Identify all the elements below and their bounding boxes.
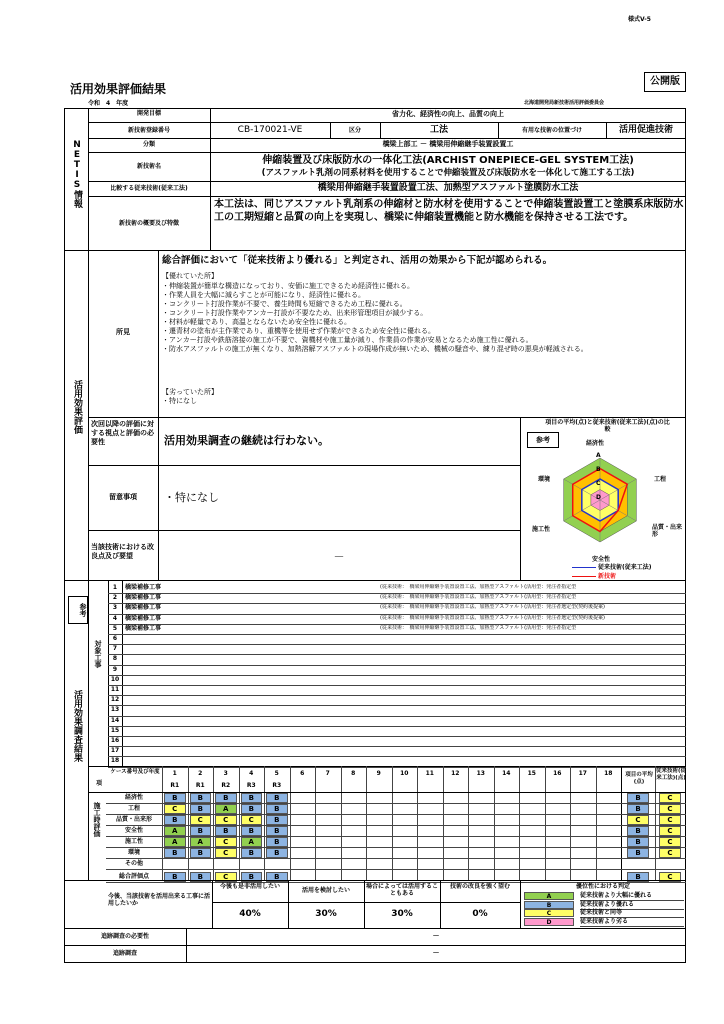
dev-goal-label: 開発目標	[136, 110, 161, 117]
reg-number-value: CB-170021-VE	[237, 125, 303, 135]
radar-axis-label: 工程	[654, 476, 667, 483]
work-row-number: 8	[112, 655, 118, 663]
usage-option-value: 30%	[391, 909, 413, 919]
grade-cell: B	[241, 826, 263, 836]
grade-cell: C	[215, 848, 237, 858]
case-number: 13	[476, 770, 485, 777]
work-row-number: 15	[110, 726, 120, 734]
case-number: 16	[553, 770, 562, 777]
radar-reference-badge: 参考	[527, 432, 559, 448]
case-year: R1	[170, 782, 180, 789]
legend-text: 従来技術より劣る	[580, 918, 684, 927]
grade-cell: B	[241, 793, 263, 803]
next-eval-value: 活用効果調査の継続は行わない。	[164, 434, 329, 447]
strength-item: ・伸縮装置が簡単な構造になっており、安価に施工できるため経済性に優れる。	[162, 282, 414, 290]
work-row-divider	[108, 705, 686, 706]
legend-grade: C	[524, 909, 574, 917]
legend-grade: B	[524, 901, 574, 909]
grade-cell: B	[164, 793, 186, 803]
case-number: 18	[604, 770, 613, 777]
conv-grade-cell: C	[659, 872, 681, 882]
case-number: 15	[527, 770, 536, 777]
evaluation-side-label: 活用効果評価	[72, 380, 82, 434]
construction-eval-label: 施工時評価	[93, 802, 101, 837]
category-label: 区分	[348, 127, 361, 134]
work-row-divider	[108, 716, 686, 717]
grade-cell: B	[241, 872, 263, 882]
score-row-label: 施工性	[124, 838, 143, 845]
grade-cell: B	[266, 804, 288, 814]
position-value: 活用促進技術	[618, 125, 673, 135]
grade-cell: C	[190, 815, 212, 825]
case-year: R2	[221, 782, 231, 789]
work-row-divider	[108, 665, 686, 666]
score-row-label: 安全性	[124, 827, 143, 834]
grade-cell: A	[190, 837, 212, 847]
radar-axis-label: 品質・出来形	[652, 524, 683, 538]
usage-option-label: 場合によっては活用することもある	[366, 883, 439, 897]
case-column-divider	[468, 766, 469, 880]
grade-cell: B	[241, 848, 263, 858]
radar-axis-label: 環境	[538, 476, 551, 483]
work-row-divider	[108, 654, 686, 655]
conv-grade-cell: C	[659, 804, 681, 814]
work-row-number: 13	[110, 706, 120, 714]
avg-grade-cell: C	[627, 815, 649, 825]
follow-up-survey-value: －	[432, 949, 440, 957]
grade-cell: A	[215, 804, 237, 814]
work-row-conventional: (従来技術： 橋梁用伸縮継手装置設置工法、加熱型アスファルト(活用型：発注者選定型(契約後提案)	[380, 604, 606, 611]
grade-cell: B	[266, 837, 288, 847]
case-column-divider	[341, 766, 342, 880]
overview-label: 新技術の概要及び特徴	[118, 220, 179, 227]
radar-grade-label: D	[596, 494, 601, 501]
radar-grade-label: B	[596, 466, 601, 473]
work-row-name: 橋梁補修工事	[125, 624, 162, 632]
grade-cell: A	[241, 837, 263, 847]
legend-grade: D	[524, 918, 574, 926]
tech-name-label: 新技術名	[136, 163, 161, 170]
conv-column-divider	[655, 766, 656, 880]
reg-number-label: 新技術登録番号	[127, 127, 170, 134]
legend-new-line	[572, 576, 596, 577]
work-row-number: 11	[110, 686, 120, 693]
radar-axis-label: 経済性	[586, 440, 605, 447]
strength-item: ・遷青材の塗布が主作業であり、重機等を使用せず作業ができるため安全性に優れる。	[162, 327, 435, 335]
conv-grade-cell: C	[659, 793, 681, 803]
usage-option-value: 40%	[239, 909, 261, 919]
work-row-divider	[108, 756, 686, 757]
grade-cell: A	[164, 837, 186, 847]
work-row-divider	[108, 675, 686, 676]
next-eval-label: 次回以降の評価に対する視点と評価の必要性	[91, 420, 154, 446]
grade-cell: B	[241, 804, 263, 814]
form-number: 様式V-5	[628, 16, 651, 23]
work-row-number: 18	[110, 757, 120, 765]
case-column-divider	[494, 766, 495, 880]
classification-value: 橋梁上部工 － 橋梁用伸縮継手装置設置工	[382, 140, 514, 148]
score-row-label: 総合評価点	[118, 873, 149, 880]
score-row-label: 環境	[127, 849, 140, 856]
strength-item: ・材料が軽量であり、高温とならないため安全性に優れる。	[162, 318, 351, 326]
position-label: 有用な技術の位置づけ	[521, 127, 582, 134]
grade-cell: B	[266, 815, 288, 825]
work-row-number: 17	[110, 747, 120, 755]
target-works-label: 対象工事	[94, 640, 102, 668]
work-row-conventional: (従来技術： 橋梁用伸縮継手装置設置工法、加熱型アスファルト(活用型：発注者指定型	[380, 584, 577, 590]
work-row-divider	[108, 736, 686, 737]
work-row-divider	[108, 644, 686, 645]
work-row-conventional: (従来技術： 橋梁用伸縮継手装置設置工法、加熱型アスファルト(活用型：発注者選定型(契約後提案)	[380, 614, 606, 621]
radar-grade-label: C	[596, 480, 601, 487]
case-column-divider	[545, 766, 546, 880]
superiority-legend-title: 優位性における判定	[575, 883, 630, 890]
usage-option-label: 技術の改良を強く望む	[449, 883, 510, 890]
case-number: 1	[172, 770, 177, 777]
grade-cell: B	[164, 815, 186, 825]
survey-reference-badge: 参考	[68, 596, 88, 624]
case-number: 8	[351, 770, 356, 777]
legend-conventional-label: 従来技術(従来工法)	[598, 564, 652, 571]
tech-name-value: 伸縮装置及び床版防水の一体化工法(ARCHIST ONEPIECE-GEL SYSTEM工法)	[262, 155, 634, 166]
avg-grade-cell: B	[627, 826, 649, 836]
conv-grade-cell: C	[659, 826, 681, 836]
grade-cell: C	[215, 815, 237, 825]
score-row-label: 工程	[127, 805, 140, 812]
work-row-number: 10	[110, 675, 120, 683]
work-row-divider	[108, 685, 686, 686]
radar-title: 項目の平均(点)と従来技術(従来工法)(点)の比較	[545, 419, 670, 433]
strength-item: ・コンクリート打設作業やアンカー打設が不要なため、出来形管理項目が減少する。	[162, 309, 428, 317]
case-number: 7	[325, 770, 330, 777]
conv-grade-cell: C	[659, 837, 681, 847]
improvements-value: －	[333, 550, 345, 563]
case-column-divider	[239, 766, 240, 880]
case-header: ケース番号及び年度	[110, 769, 160, 775]
case-number: 9	[376, 770, 381, 777]
item-header: 項	[95, 780, 102, 787]
work-row-number: 1	[112, 584, 118, 591]
grade-cell: C	[164, 804, 186, 814]
strength-item: ・防水アスファルトの施工が無くなり、加熱溶解アスファルトの現場作成が無いため、機械の騒音や、練り混ぜ時の悪臭が軽減される。	[162, 345, 588, 353]
work-row-number: 4	[112, 614, 118, 622]
work-row-number: 7	[112, 645, 118, 653]
grade-cell: B	[190, 793, 212, 803]
tech-name-subtitle: (アスファルト乳剤の同系材料を使用することで伸縮装置及び床版防水を一体化して施工する工法)	[261, 168, 635, 178]
conventional-tech-value: 橋梁用伸縮継手装置設置工法、加熱型アスファルト塗膜防水工法	[317, 183, 579, 193]
case-number: 12	[451, 770, 460, 777]
case-number: 11	[425, 770, 434, 777]
radar-axis-label: 施工性	[532, 526, 551, 533]
case-column-divider	[290, 766, 291, 880]
conventional-tech-label: 比較する従来技術(従来工法)	[110, 185, 188, 192]
case-column-divider	[443, 766, 444, 880]
avg-grade-cell: B	[627, 872, 649, 882]
legend-text: 従来技術と同等	[580, 909, 684, 918]
case-column-divider	[188, 766, 189, 880]
legend-text: 従来技術より大幅に優れる	[580, 892, 684, 901]
case-number: 17	[578, 770, 587, 777]
grade-cell: B	[266, 826, 288, 836]
strength-item: ・作業人員を大幅に減らすことが可能になり、経済性に優れる。	[162, 291, 365, 299]
case-number: 3	[223, 770, 228, 777]
legend-conventional-line	[572, 567, 596, 568]
work-row-number: 2	[112, 594, 118, 602]
weaknesses-title: 【劣っていた所】	[162, 388, 218, 396]
follow-up-necessity-value: －	[432, 932, 440, 940]
case-year: R3	[272, 782, 282, 789]
case-year: R1	[195, 782, 205, 789]
case-number: 14	[502, 770, 511, 777]
score-row-divider	[106, 869, 686, 870]
public-badge: 公開版	[644, 72, 686, 92]
conv-header: 従来技術(従来工法)(点)	[655, 768, 686, 781]
grade-cell: C	[215, 872, 237, 882]
case-number: 6	[300, 770, 305, 777]
avg-column-divider	[621, 766, 622, 880]
grade-cell: B	[190, 848, 212, 858]
work-row-number: 6	[112, 635, 118, 642]
work-row-divider	[108, 634, 686, 635]
follow-up-necessity-label: 追跡調査の必要性	[100, 933, 149, 940]
case-column-divider	[162, 766, 163, 880]
findings-lead: 総合評価において「従来技術より優れる」と判定され、活用の効果から下記が認められる。	[162, 255, 553, 266]
work-row-number: 5	[112, 624, 118, 632]
notes-value: ・特になし	[164, 491, 219, 504]
case-number: 2	[198, 770, 203, 777]
work-row-conventional: (従来技術： 橋梁用伸縮継手装置設置工法、加熱型アスファルト(活用型：発注者指定型	[380, 594, 577, 601]
strength-item: ・コンクリート打設作業が不要で、養生時間も短縮できるため工程に優れる。	[162, 300, 407, 308]
work-row-name: 橋梁補修工事	[125, 604, 162, 612]
case-column-divider	[264, 766, 265, 880]
work-row-number: 9	[112, 665, 118, 673]
usage-option-label: 活用を検討したい	[301, 887, 350, 894]
work-row-name: 橋梁補修工事	[125, 614, 162, 622]
grade-cell: A	[164, 826, 186, 836]
weakness-item: ・特になし	[162, 397, 197, 405]
grade-cell: B	[164, 872, 186, 882]
category-value: 工法	[429, 125, 448, 135]
case-column-divider	[596, 766, 597, 880]
grade-cell: B	[266, 872, 288, 882]
usage-intent-question: 今後、当該技術を活用出来る工事に活用したいか	[108, 893, 211, 907]
work-row-number: 14	[110, 716, 120, 724]
grade-cell: B	[215, 793, 237, 803]
page-title: 活用効果評価結果	[70, 82, 167, 96]
work-row-divider	[108, 695, 686, 696]
dev-goal-value: 省力化、経済性の向上、品質の向上	[392, 110, 504, 118]
classification-label: 分類	[142, 141, 155, 148]
case-year: R3	[246, 782, 256, 789]
legend-text: 従来技術より優れる	[580, 901, 684, 910]
grade-cell: B	[215, 826, 237, 836]
case-column-divider	[213, 766, 214, 880]
avg-grade-cell: B	[627, 848, 649, 858]
grade-cell: B	[164, 848, 186, 858]
overview-value: 本工法は、同じアスファルト乳剤系の伸縮材と防水材を使用することで伸縮装置設置工と塗膜系床版防水工の工期短縮と品質の向上を実現し、橋梁に伸縮装置機能と防水機能を保持させる工法です。	[214, 199, 684, 223]
avg-grade-cell: B	[627, 837, 649, 847]
committee-name: 北海道開発局新技術活用評価委員会	[524, 100, 605, 106]
work-row-name: 橋梁補修工事	[125, 594, 162, 602]
avg-grade-cell: B	[627, 804, 649, 814]
grade-cell: B	[266, 793, 288, 803]
netis-side-label: NETIS情報	[72, 140, 82, 208]
grade-cell: B	[266, 848, 288, 858]
usage-option-value: 0%	[472, 909, 488, 919]
grade-cell: C	[241, 815, 263, 825]
case-column-divider	[417, 766, 418, 880]
work-row-divider	[108, 726, 686, 727]
legend-new-label: 新技術	[598, 573, 617, 580]
grade-cell: B	[190, 872, 212, 882]
follow-up-survey-label: 追跡調査	[112, 950, 137, 957]
notes-label: 留意事項	[109, 493, 137, 501]
findings-label: 所見	[116, 328, 130, 336]
work-row-name: 橋梁補修工事	[125, 584, 162, 591]
case-column-divider	[392, 766, 393, 880]
improvements-label: 当該技術における改良点及び要望	[91, 543, 154, 560]
avg-header: 項目の平均(点)	[625, 772, 653, 785]
case-number: 5	[274, 770, 279, 777]
work-row-number: 12	[110, 696, 120, 704]
grade-cell: B	[190, 826, 212, 836]
work-row-divider	[108, 746, 686, 747]
score-row-label: その他	[124, 860, 143, 867]
score-row-divider	[106, 858, 686, 859]
case-column-divider	[315, 766, 316, 880]
grade-cell: B	[190, 804, 212, 814]
work-row-number: 16	[110, 737, 120, 744]
case-column-divider	[570, 766, 571, 880]
survey-side-label: 活用効果調査結果	[72, 690, 82, 762]
case-column-divider	[366, 766, 367, 880]
usage-option-label: 今後も是非活用したい	[219, 883, 280, 890]
score-row-label: 経済性	[124, 794, 143, 801]
conv-grade-cell: C	[659, 815, 681, 825]
case-number: 10	[400, 770, 409, 777]
case-number: 4	[249, 770, 254, 777]
fiscal-year: 令和 4 年度	[88, 100, 129, 107]
work-row-conventional: (従来技術： 橋梁用伸縮継手装置設置工法、加熱型アスファルト(活用型：発注者指定型	[380, 624, 577, 631]
avg-grade-cell: B	[627, 793, 649, 803]
radar-grade-label: A	[596, 452, 601, 459]
radar-axis-label: 安全性	[592, 556, 611, 563]
legend-grade: A	[524, 892, 574, 900]
conv-grade-cell: C	[659, 848, 681, 858]
strength-item: ・アンカー打設や鉄筋溶接の施工が不要で、資機材や施工量が減り、作業員の作業が安易となるため施工性に優れる。	[162, 336, 533, 344]
usage-option-value: 30%	[315, 909, 337, 919]
grade-cell: C	[215, 837, 237, 847]
strengths-title: 【優れていた所】	[162, 272, 218, 280]
work-row-number: 3	[112, 604, 118, 612]
case-column-divider	[519, 766, 520, 880]
score-row-label: 品質・出来形	[115, 816, 152, 823]
